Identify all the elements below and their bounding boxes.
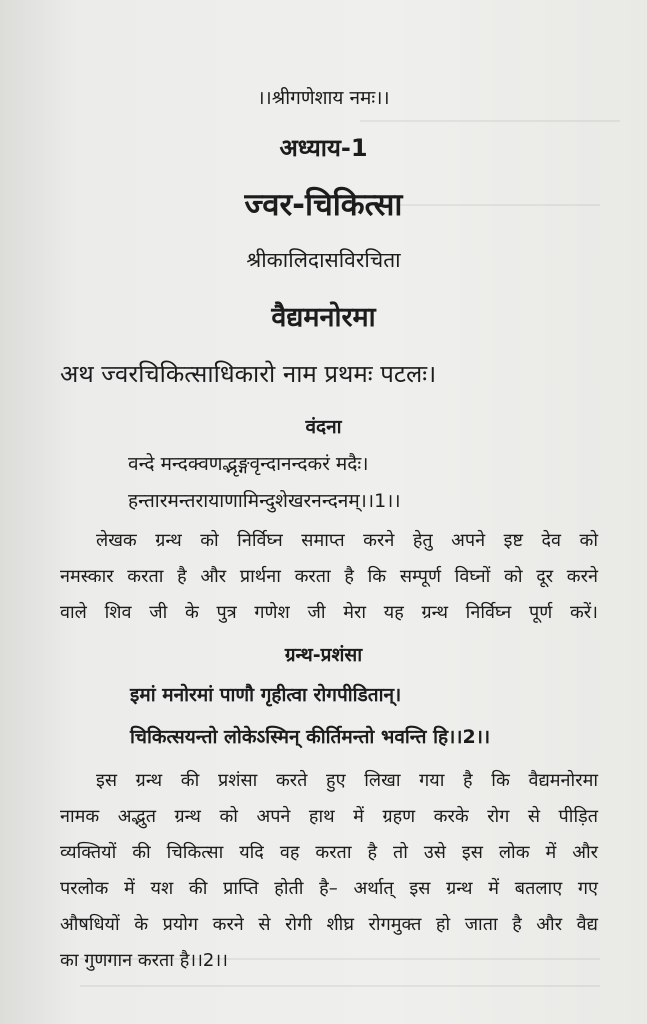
commentary-paragraph — [60, 523, 598, 631]
bleed-through-mark — [360, 120, 620, 122]
commentary-line: लेखक ग्रन्थ को निर्विघ्न समाप्त करने हेतु अपने इष्ट देव को — [96, 530, 598, 551]
verse-line: चिकित्सयन्तो लोकेऽस्मिन् कीर्तिमन्तो भवन्ति हि।।2।। — [130, 726, 491, 748]
commentary-line: औषधियों के प्रयोग करने से रोगी शीघ्र रोगमुक्त हो जाता है और वैद्य — [60, 914, 598, 935]
invocation-line: ।।श्रीगणेशाय नमः।। — [257, 87, 390, 109]
prashansa-heading: ग्रन्थ-प्रशंसा — [284, 644, 363, 666]
commentary-line: वाले शिव जी के पुत्र गणेश जी मेरा यह ग्रन्थ निर्विघ्न पूर्ण करें। — [60, 602, 598, 623]
bleed-through-mark — [80, 985, 600, 987]
commentary-line: नामक अद्भुत ग्रन्थ को अपने हाथ में ग्रहण करके रोग से पीड़ित — [60, 806, 598, 827]
commentary-line: परलोक में यश की प्राप्ति होती है– अर्थात् इस ग्रन्थ में बतलाए गए — [60, 878, 598, 899]
commentary-line: इस ग्रन्थ की प्रशंसा करते हुए लिखा गया है कि वैद्यमनोरमा — [96, 770, 598, 791]
commentary-paragraph — [60, 763, 598, 979]
commentary-line: नमस्कार करता है और प्रार्थना करता है कि सम्पूर्ण विघ्नों को दूर करने — [60, 566, 598, 587]
section-heading: अथ ज्वरचिकित्साधिकारो नाम प्रथमः पटलः। — [60, 360, 437, 388]
verse-line: इमां मनोरमां पाणौ गृहीत्वा रोगपीडितान्। — [130, 684, 402, 706]
commentary-line: व्यक्तियों की चिकित्सा यदि वह करता है तो उसे इस लोक में और — [60, 842, 598, 863]
author-line: श्रीकालिदासविरचिता — [246, 248, 401, 272]
book-title: वैद्यमनोरमा — [271, 302, 376, 333]
commentary-line: का गुणगान करता है।।2।। — [60, 950, 228, 971]
topic-title: ज्वर-चिकित्सा — [244, 187, 403, 223]
vandana-heading: वंदना — [305, 416, 342, 438]
verse-line: वन्दे मन्दक्वणद्भृङ्गवृन्दानन्दकरं मदैः। — [128, 453, 369, 475]
chapter-heading: अध्याय-1 — [279, 134, 368, 162]
verse-line: हन्तारमन्तरायाणामिन्दुशेखरनन्दनम्।।1।। — [128, 490, 401, 512]
